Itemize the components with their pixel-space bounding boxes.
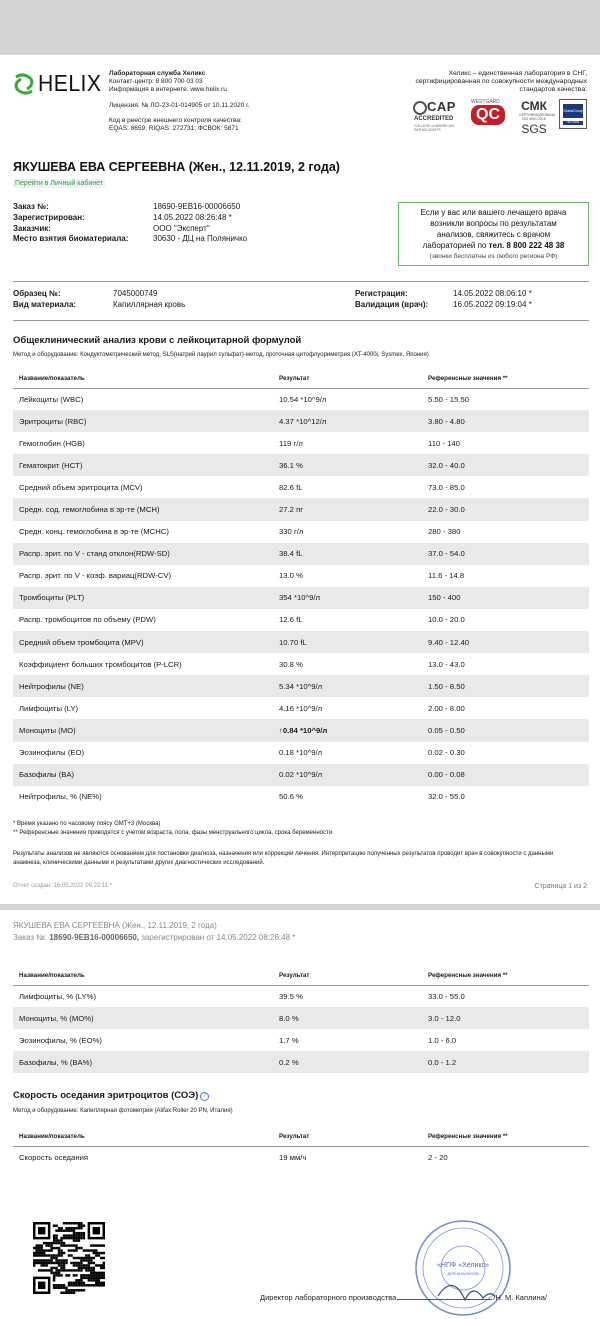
signature-name: /Н. М. Каплина/	[493, 1293, 548, 1302]
lab-name: Лабораторная служба Хеликс	[109, 70, 206, 77]
divider	[13, 320, 589, 321]
info-row	[355, 289, 532, 300]
table-row	[13, 1007, 589, 1029]
test-result: 12.6 fL	[279, 615, 303, 625]
info-label: Регистрация:	[355, 289, 408, 298]
column-header: Референсные значения **	[422, 369, 589, 388]
test-name: Нейтрофилы (NE)	[13, 675, 273, 697]
column-header: Результат	[273, 966, 422, 985]
callbox-phone[interactable]: тел. 8 800 222 48 38	[488, 241, 565, 250]
info-label: Заказ №:	[13, 202, 49, 211]
westgard-label: WESTGARD	[471, 99, 500, 105]
divider	[13, 281, 589, 282]
test-name: Базофилы (BA)	[13, 764, 273, 786]
callbox-line: Если у вас или вашего лечащего врача	[420, 208, 567, 217]
test-name: Лимфоциты (LY)	[19, 703, 79, 713]
reference-range: 13.0 - 43.0	[428, 659, 465, 669]
footnote-ref: ** Референсные значения приводятся с учетом возраста, пола, фазы менструального цикла, срока беременности.	[13, 830, 334, 836]
test-result: 8.0 %	[273, 1007, 422, 1029]
test-result: 5.34 *10^9/л	[273, 675, 422, 697]
cbc-results-table	[13, 369, 589, 808]
test-result: 330 г/л	[279, 527, 304, 537]
info-row	[13, 213, 247, 224]
sample-info	[13, 289, 185, 311]
reference-range: 150 - 400	[422, 587, 589, 609]
test-result: 1.7 %	[279, 1035, 299, 1045]
info-row	[13, 289, 185, 300]
patient-name: ЯКУШЕВА ЕВА СЕРГЕЕВНА (Жен., 12.11.2019, 2 года)	[13, 160, 340, 174]
reference-range: 1.50 - 8.50	[422, 675, 589, 697]
certification-text	[357, 70, 587, 95]
test-name: Средний объем тромбоцита (MPV)	[13, 631, 273, 653]
info-label: Зарегистрирован:	[13, 212, 85, 222]
smk-label: СМК	[521, 99, 547, 113]
test-name: Моноциты, % (MO%)	[13, 1007, 273, 1029]
cbc-method: Метод и оборудование: Кондуктометрический метод, SLS(натрий лаурил сульфат)-метод, проточная цитофлуориметрия (XT-4000i, Sysmex, Япония)	[13, 352, 429, 358]
test-name: Средн. сод. гемоглобина в эр-те (MCH)	[13, 498, 273, 520]
info-label: Заказчик:	[13, 223, 51, 233]
reference-range: 11.6 - 14.8	[428, 571, 465, 581]
test-name: Средний объем эритроцита (MCV)	[19, 482, 143, 492]
test-result: 27.2 пг	[273, 498, 422, 520]
test-name: Базофилы, % (BA%)	[13, 1051, 273, 1073]
table-row	[13, 388, 589, 410]
table-row	[13, 476, 589, 498]
test-result: 19 мм/ч	[279, 1152, 307, 1162]
table-row	[13, 697, 589, 719]
test-result: 36.1 %	[273, 454, 422, 476]
test-result: 10.70 fL	[273, 631, 422, 653]
reference-range: 280 - 380	[428, 527, 461, 537]
table-row	[13, 985, 589, 1007]
table-row	[13, 1029, 589, 1051]
sgs-label: SGS	[521, 122, 547, 136]
test-result: 0.02 *10^9/л	[273, 764, 422, 786]
test-name: Тромбоциты (PLT)	[13, 587, 273, 609]
reference-range: 0.02 - 0.30	[428, 748, 465, 758]
table-row	[13, 543, 589, 565]
test-name: Распр. эрит. по V - коэф. вариац(RDW-CV)	[19, 571, 172, 581]
test-name: Распр. эрит. по V - станд отклон(RDW-SD)	[13, 543, 273, 565]
table-row	[13, 587, 589, 609]
page2-order-no: 18690-9EB16-00006650,	[49, 933, 140, 942]
test-name: Гематокрит (HCT)	[13, 454, 273, 476]
test-result: 13.0 %	[279, 571, 303, 581]
test-name: Средн. конц. гемоглобина в эр-те (MCHC)	[19, 527, 169, 537]
report-page-1	[0, 55, 600, 904]
disclaimer: Результаты анализов не являются основанием для постановки диагноза, назначения или коррекции лечения. Интерпретацию полученных результатов проводит врач в совокупности с данными анамнеза, клиническими данными и результатами других диагностических исследований.	[13, 851, 554, 866]
helix-logo-icon	[13, 73, 35, 95]
column-header: Референсные значения **	[422, 1127, 589, 1146]
test-result: 4.37 *10^12/л	[273, 410, 422, 432]
test-name: Коэффициент больших тромбоцитов (P-LCR)	[19, 659, 182, 669]
signature-title: Директор лабораторного производства	[260, 1293, 397, 1302]
cbc-title: Общеклинический анализ крови с лейкоцитарной формулой	[13, 335, 302, 346]
page2-order	[13, 932, 295, 944]
info-row	[13, 234, 247, 245]
reference-range: 22.0 - 30.0	[422, 498, 589, 520]
info-value: 16.05.2022 09:19:04 *	[453, 299, 532, 309]
reference-range: 3.80 - 4.80	[422, 410, 589, 432]
cert-line: стандартов качества:	[519, 86, 587, 94]
test-result: ↑0.84 *10^9/л	[273, 719, 422, 741]
report-generated: Отчет создан: 16.05.2022 09:22:11 *	[13, 883, 113, 889]
lab-web: Информация в интернете: www.helix.ru	[109, 86, 227, 94]
esr-method: Метод и оборудование: Капиллярная фотометрия (Alifax Roller 20 PN, Италия)	[13, 1108, 233, 1114]
qc-label: QC	[471, 105, 505, 125]
test-name: Нейтрофилы, % (NE%)	[19, 792, 102, 802]
table-row	[13, 1146, 589, 1168]
cert-line: сертифицированная по совокупности международных	[415, 78, 587, 86]
reference-range: 110 - 140	[428, 438, 460, 448]
info-icon[interactable]: ?	[200, 1092, 209, 1101]
info-row	[13, 202, 247, 213]
page-number: Страница 1 из 2	[534, 883, 587, 890]
westgard-qc-badge	[469, 99, 509, 133]
info-label: Образец №:	[13, 289, 61, 298]
test-name: Эритроциты (RBC)	[13, 410, 273, 432]
page2-patient: ЯКУШЕВА ЕВА СЕРГЕЕВНА (Жен., 12.11.2019, 2 года)	[13, 921, 217, 930]
stamp-text: «НПФ «Хеликс»	[437, 1262, 489, 1269]
cap-small: COLLEGE of AMERICAN PATHOLOGISTS	[414, 124, 454, 132]
test-result: 119 г/л	[279, 438, 303, 448]
test-result: 10.54 *10^9/л	[279, 394, 327, 404]
info-value: Капиллярная кровь	[113, 299, 186, 309]
logo-text: HELIX	[38, 70, 102, 96]
table-header-row	[13, 369, 589, 388]
reference-range: 0.0 - 1.2	[422, 1051, 589, 1073]
esr-title	[13, 1090, 209, 1101]
reference-range: 3.0 - 12.0	[422, 1007, 589, 1029]
test-result: 4.16 *10^9/л	[279, 703, 323, 713]
personal-cabinet-link[interactable]: Перейти в Личный кабинет	[15, 180, 104, 187]
smk-sgs-badge	[519, 99, 556, 136]
column-header: Название/показатель	[13, 369, 273, 388]
test-name: Гемоглобин (HGB)	[19, 438, 85, 448]
reference-range: 0.05 - 0.50	[422, 719, 589, 741]
test-name: Лейкоциты (WBC)	[19, 394, 84, 404]
info-row	[355, 300, 532, 311]
test-name: Распр. тромбоцитов по объему (PDW)	[19, 615, 156, 625]
helix-logo	[13, 70, 107, 97]
esr-title-text: Скорость оседания эритроцитов (СОЭ)	[13, 1090, 199, 1101]
reference-range: 73.0 - 85.0	[428, 482, 465, 492]
table-row	[13, 653, 589, 675]
cap-word: CAP	[427, 99, 456, 114]
reference-range: 9.40 - 12.40	[422, 631, 589, 653]
info-row	[13, 224, 247, 235]
table-row	[13, 521, 589, 543]
table-row	[13, 410, 589, 432]
test-name: Моноциты (MO)	[13, 719, 273, 741]
column-header: Результат	[273, 1127, 422, 1146]
contact-doctor-box	[398, 202, 589, 266]
test-name: Лимфоциты, % (LY%)	[19, 991, 96, 1001]
table-row	[13, 675, 589, 697]
table-row	[13, 609, 589, 631]
test-name: Скорость оседания	[19, 1152, 89, 1162]
reference-range: 32.0 - 55.0	[428, 792, 465, 802]
sample-dates	[355, 289, 532, 311]
lab-stamp	[413, 1218, 513, 1318]
info-value: 18690-9EB16-00006650	[153, 202, 241, 211]
reference-range: 10.0 - 20.0	[428, 615, 465, 625]
table-row	[13, 719, 589, 741]
footnotes	[13, 820, 589, 838]
lab-registry-codes: EQAS: 8659; RIQAS: 272731; ФСВОК: 5871	[109, 125, 239, 133]
global-label: GlobalGroup	[563, 104, 583, 118]
test-result: 0.2 %	[273, 1051, 422, 1073]
table-row	[13, 742, 589, 764]
info-row	[13, 300, 185, 311]
test-result: 38.4 fL	[273, 543, 422, 565]
test-result: 30.8 %	[279, 659, 303, 669]
reference-range: 1.0 - 6.0	[428, 1035, 457, 1045]
iso-badge-label: ISO 15189	[563, 121, 583, 125]
table-row	[13, 631, 589, 653]
cap-accredited-badge	[413, 99, 459, 133]
callbox-line: анализов, свяжитесь с врачом	[436, 230, 551, 239]
cap-ring-icon	[413, 101, 427, 115]
table-row	[13, 1051, 589, 1073]
info-value: 14.05.2022 08:06:10 *	[453, 289, 532, 298]
lab-license: Лицензия: № ЛО-23-01-014905 от 10.11.2020 г.	[109, 101, 250, 109]
lab-info	[109, 70, 250, 133]
order-info	[13, 202, 247, 245]
page2-order-suffix: зарегистрирован от 14.05.2022 08:26:48 *	[139, 933, 296, 942]
table-row	[13, 786, 589, 808]
test-result: 82.6 fL	[279, 482, 303, 492]
reference-range: 2 - 20	[428, 1152, 448, 1162]
reference-range: 32.0 - 40.0	[422, 454, 589, 476]
table-row	[13, 565, 589, 587]
certification-badges	[413, 99, 587, 135]
page2-order-prefix: Заказ №:	[13, 933, 50, 942]
table-header-row	[13, 966, 589, 985]
info-label: Место взятия биоматериала:	[13, 234, 129, 244]
qr-code-icon[interactable]	[33, 1222, 105, 1294]
leukocyte-percent-table	[13, 966, 589, 1073]
lab-registry: Код в реестре внешнего контроля качества:	[109, 116, 242, 124]
stamp-sub: ДЛЯ АНАЛИЗОВ	[447, 1271, 479, 1276]
footnote-time: * Время указано по часовому поясу GMT+3 (Москва)	[13, 821, 161, 827]
info-value: ООО "Эксперт"	[153, 223, 210, 233]
info-value: 30630 - ДЦ на Поляничко	[153, 234, 248, 244]
global-group-badge	[559, 99, 587, 129]
callbox-line: возникли вопросы по результатам	[430, 219, 557, 228]
info-value: 14.05.2022 08:26:48 *	[153, 212, 232, 222]
lab-contact: Контакт-центр: 8 800 700 03 03	[109, 78, 203, 86]
iso-label: СЕРТИФИЦИРОВАНА ISO 9001:2015	[519, 113, 556, 121]
reference-range: 5.50 - 15.50	[428, 394, 470, 404]
test-result: 354 *10^9/л	[273, 587, 422, 609]
reference-range: 33.0 - 55.0	[428, 991, 465, 1001]
table-row	[13, 432, 589, 454]
report-page-2	[0, 910, 600, 1319]
signature-line	[260, 1293, 547, 1302]
reference-range: 37.0 - 54.0	[422, 543, 589, 565]
test-result: 39.5 %	[279, 991, 303, 1001]
callbox-phone-line	[399, 240, 588, 251]
table-row	[13, 454, 589, 476]
cert-line: Хеликс – единственная лаборатория в СНГ,	[448, 70, 587, 77]
column-header: Название/показатель	[13, 1127, 273, 1146]
table-header-row	[13, 1127, 589, 1146]
info-value: 7045000749	[113, 289, 158, 298]
page2-header	[13, 920, 295, 944]
callbox-note: (звонки бесплатны из любого региона РФ)	[429, 253, 558, 260]
column-header: Название/показатель	[13, 966, 273, 985]
info-label: Вид материала:	[13, 299, 77, 309]
reference-range: 2.00 - 8.00	[428, 703, 465, 713]
column-header: Референсные значения **	[422, 966, 589, 985]
reference-range: 0.00 - 0.08	[422, 764, 589, 786]
test-result: 0.18 *10^9/л	[279, 748, 323, 758]
test-name: Эозинофилы, % (EO%)	[19, 1035, 102, 1045]
test-result: 50.6 %	[279, 792, 303, 802]
cap-sub: ACCREDITED	[414, 116, 454, 122]
info-label: Валидация (врач):	[355, 299, 429, 309]
callbox-text: лабораторией по	[422, 241, 489, 250]
test-name: Эозинофилы (EO)	[19, 748, 85, 758]
column-header: Результат	[273, 369, 422, 388]
table-row	[13, 764, 589, 786]
esr-results-table	[13, 1127, 589, 1168]
table-row	[13, 498, 589, 520]
